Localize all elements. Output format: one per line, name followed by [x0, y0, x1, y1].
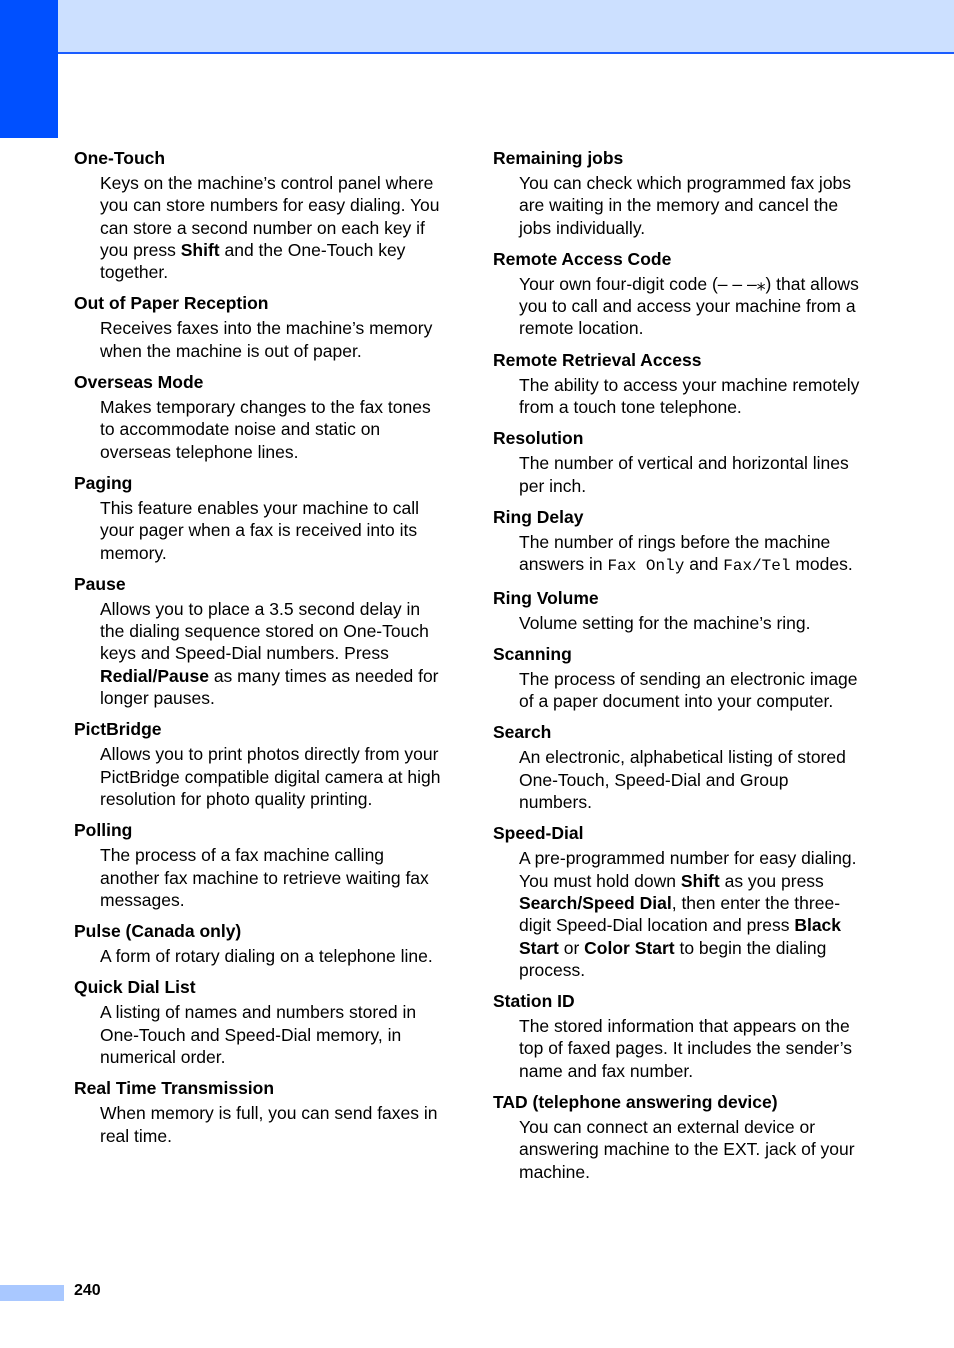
glossary-term: Out of Paper Reception: [74, 293, 269, 314]
definition-text: Your own four-digit code (– – –⁎) that allows you to call and access your machine from a remote location.: [519, 273, 859, 339]
glossary-entry: [493, 643, 865, 713]
key-name: Black Start: [519, 915, 842, 958]
glossary-term: Real Time Transmission: [74, 1078, 275, 1099]
definition-text: A form of rotary dialing on a telephone line.: [100, 946, 433, 967]
definition-text: modes.: [790, 554, 853, 575]
footer-bar: [0, 1285, 64, 1301]
glossary-entry: [493, 506, 865, 578]
definition-text: Keys on the machine’s control panel where you can store numbers for easy dialing. You can store a second number on each key if you press: [100, 173, 440, 260]
glossary-term: One-Touch: [74, 148, 166, 168]
glossary-definition: [519, 531, 865, 578]
definition-text: and: [684, 554, 724, 575]
glossary-term: Ring Delay: [493, 506, 584, 527]
key-name: Color Start: [584, 937, 675, 958]
glossary-term: Speed-Dial: [493, 823, 584, 844]
glossary-entry: [493, 147, 865, 239]
glossary-definition: [519, 1015, 865, 1082]
definition-text: This feature enables your machine to call your pager when a fax is received into its memory.: [100, 497, 420, 563]
mode-name: Fax Only: [607, 557, 685, 576]
glossary-term: Remote Retrieval Access: [493, 349, 702, 370]
key-name: Search/Speed Dial: [519, 892, 672, 913]
definition-text: as many times as needed for longer pauses.: [100, 665, 439, 709]
glossary-left-column: [74, 147, 446, 1156]
glossary-entry: [74, 976, 446, 1068]
definition-text: A listing of names and numbers stored in One-Touch and Speed-Dial memory, in numerical order.: [100, 1002, 417, 1068]
glossary-entry: [74, 573, 446, 709]
glossary-definition: [100, 172, 446, 283]
definition-text: The number of rings before the machine answers in: [519, 531, 831, 575]
definition-text: A pre-programmed number for easy dialing. You must hold down: [519, 848, 857, 891]
definition-text: as you press: [719, 870, 824, 891]
definition-text: Receives faxes into the machine’s memory when the machine is out of paper.: [100, 318, 433, 361]
glossary-entry: [74, 718, 446, 810]
page-number: 240: [74, 1282, 101, 1299]
definition-text: Makes temporary changes to the fax tones to accommodate noise and static on overseas telephone lines.: [100, 397, 431, 462]
glossary-definition: [100, 396, 446, 463]
glossary-entry: [74, 472, 446, 564]
glossary-definition: [519, 172, 865, 239]
definition-text: You can connect an external device or answering machine to the EXT. jack of your machine.: [519, 1117, 855, 1182]
glossary-entry: [74, 920, 446, 967]
definition-text: You can check which programmed fax jobs are waiting in the memory and cancel the jobs individually.: [519, 173, 852, 238]
glossary-definition: [100, 945, 446, 967]
glossary-definition: [519, 612, 865, 634]
header-band: [0, 0, 954, 54]
definition-text: to begin the dialing process.: [519, 937, 827, 980]
glossary-definition: [100, 1102, 446, 1147]
glossary-term: Scanning: [493, 643, 572, 664]
glossary-term: Search: [493, 722, 552, 743]
definition-text: Allows you to print photos directly from your PictBridge compatible digital camera at high resolution for photo quality printing.: [100, 744, 441, 809]
definition-text: An electronic, alphabetical listing of stored One-Touch, Speed-Dial and Group numbers.: [519, 747, 846, 813]
glossary-entry: [74, 819, 446, 911]
glossary-term: Paging: [74, 472, 133, 493]
glossary-definition: [100, 598, 446, 709]
definition-text: , then enter the three-digit Speed-Dial location and press: [519, 892, 841, 936]
glossary-definition: [100, 317, 446, 362]
glossary-term: Ring Volume: [493, 587, 599, 608]
definition-text: The process of sending an electronic image of a paper document into your computer.: [519, 668, 858, 712]
glossary-term: Station ID: [493, 991, 575, 1012]
glossary-entry: [493, 990, 865, 1082]
glossary-definition: [100, 844, 446, 911]
glossary-term: PictBridge: [74, 719, 162, 740]
chapter-tab: [0, 0, 58, 138]
glossary-entry: [493, 721, 865, 813]
definition-text: and the One-Touch key together.: [100, 239, 406, 283]
glossary-term: Polling: [74, 820, 133, 841]
glossary-entry: [493, 822, 865, 981]
glossary-entry: [74, 147, 446, 283]
key-name: Shift: [680, 870, 720, 891]
glossary-entry: [493, 349, 865, 419]
glossary-definition: [519, 1116, 865, 1183]
glossary-term: Pulse (Canada only): [74, 921, 242, 942]
glossary-definition: [519, 668, 865, 713]
glossary-entry: [493, 587, 865, 634]
glossary-term: Quick Dial List: [74, 977, 196, 998]
glossary-term: TAD (telephone answering device): [493, 1092, 778, 1113]
glossary-definition: [519, 847, 865, 981]
glossary-entry: [493, 1091, 865, 1183]
definition-text: When memory is full, you can send faxes in real time.: [100, 1103, 438, 1146]
glossary-entry: [74, 1077, 446, 1147]
key-name: Redial/Pause: [100, 665, 209, 686]
definition-text: or: [558, 937, 585, 958]
glossary-term: Remote Access Code: [493, 248, 672, 269]
glossary-definition: [100, 743, 446, 810]
glossary-entry: [493, 427, 865, 497]
glossary-definition: [519, 273, 865, 340]
key-name: Shift: [180, 239, 220, 260]
glossary-right-column: [493, 147, 865, 1192]
glossary-definition: [519, 746, 865, 813]
definition-text: The number of vertical and horizontal lines per inch.: [519, 453, 849, 496]
glossary-term: Pause: [74, 573, 126, 594]
glossary-term: Remaining jobs: [493, 148, 624, 168]
definition-text: Volume setting for the machine’s ring.: [519, 612, 811, 633]
definition-text: The stored information that appears on the top of faxed pages. It includes the sender’s name and fax number.: [519, 1016, 853, 1081]
glossary-entry: [74, 371, 446, 463]
glossary-definition: [519, 452, 865, 497]
mode-name: Fax/Tel: [723, 557, 791, 576]
glossary-term: Overseas Mode: [74, 372, 204, 393]
glossary-entry: [74, 292, 446, 362]
glossary-entry: [493, 248, 865, 340]
glossary-term: Resolution: [493, 428, 584, 449]
glossary-definition: [100, 1001, 446, 1068]
definition-text: The process of a fax machine calling another fax machine to retrieve waiting fax messages.: [100, 845, 429, 910]
glossary-definition: [519, 374, 865, 419]
glossary-definition: [100, 497, 446, 564]
definition-text: The ability to access your machine remotely from a touch tone telephone.: [519, 374, 860, 418]
definition-text: Allows you to place a 3.5 second delay in the dialing sequence stored on One-Touch keys and Speed-Dial numbers. Press: [100, 598, 429, 664]
